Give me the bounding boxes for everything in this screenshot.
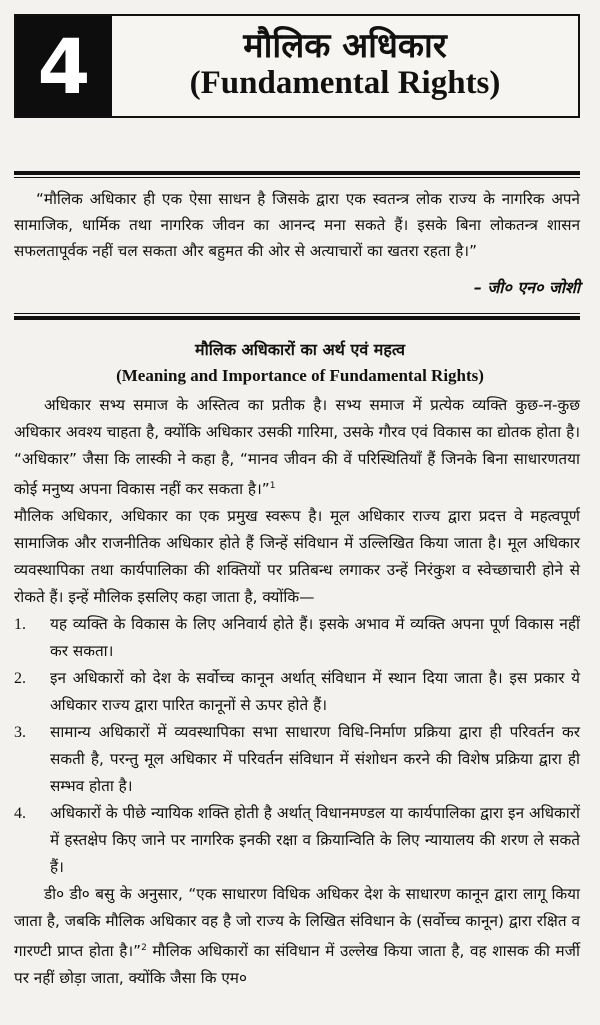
- bottom-rule-thick: [14, 316, 580, 320]
- chapter-title-english: (Fundamental Rights): [189, 64, 501, 101]
- body-text: [14, 392, 580, 992]
- list-item-text: सामान्य अधिकारों में व्यवस्थापिका सभा साधारण विधि-निर्माण प्रक्रिया द्वारा ही परिवर्तन कर सकती है, परन्तु मूल अधिकार में परिवर्तन संविधान में संशोधन करने की विशेष प्रक्रिया द्वारा ही सम्भव होता है।: [50, 723, 580, 796]
- paragraph-3-text: डी० डी० बसु के अनुसार, “एक साधारण विधिक अधिकर देश के साधारण कानून द्वारा लागू किया जाता है, जबकि मौलिक अधिकार वह है जो राज्य के लिखित संविधान के (सर्वोच्च कानून) द्वारा रक्षित व गारण्टी प्राप्त होता है।”: [14, 885, 580, 961]
- list-item-number: 1.: [14, 616, 26, 634]
- top-rule-thin: [14, 177, 580, 178]
- list-item: [14, 800, 580, 881]
- chapter-header: [14, 14, 580, 118]
- list-item-number: 4.: [14, 805, 26, 823]
- chapter-title-hindi: मौलिक अधिकार: [243, 26, 447, 67]
- list-item: [14, 665, 580, 719]
- list-item: [14, 719, 580, 800]
- paragraph-3-continued: मौलिक अधिकारों का संविधान में उल्लेख किया जाता है, वह शासक की मर्जी पर नहीं छोड़ा जाता, क्योंकि जैसा कि एम०: [14, 942, 580, 988]
- chapter-number: 4: [16, 16, 112, 116]
- list-item-number: 3.: [14, 724, 26, 742]
- footnote-ref-2: 2: [141, 943, 147, 954]
- list-item-text: अधिकारों के पीछे न्यायिक शक्ति होती है अर्थात् विधानमण्डल या कार्यपालिका द्वारा इन अधिकारों में हस्तक्षेप किए जाने पर नागरिक इनकी रक्षा व क्रियान्विति के लिए न्यायालय की शरण ले सकते हैं।: [50, 804, 580, 877]
- list-item-text: यह व्यक्ति के विकास के लिए अनिवार्य होते हैं। इसके अभाव में व्यक्ति अपना पूर्ण विकास नहीं कर सकता।: [50, 615, 580, 661]
- top-rule-thick: [14, 171, 580, 175]
- section-heading-hindi: मौलिक अधिकारों का अर्थ एवं महत्व: [195, 340, 405, 359]
- paragraph-1-text: अधिकार सभ्य समाज के अस्तित्व का प्रतीक है। सभ्य समाज में प्रत्येक व्यक्ति कुछ-न-कुछ अधिकार अवश्य चाहता है, क्योंकि अधिकार उसकी गारिमा, उसके गौरव एवं विकास का द्योतक होता है। “अधिकार” जैसा कि लास्की ने कहा है, “मानव जीवन की वें परिस्थितियाँ हैं जिनके बिना साधारणतया कोई मनुष्य अपना विकास नहीं कर सकता है।”: [14, 396, 580, 499]
- paragraph-2: मौलिक अधिकार, अधिकार का एक प्रमुख स्वरूप है। मूल अधिकार राज्य द्वारा प्रदत्त वे महत्वपूर्ण सामाजिक और राजनीतिक अधिकार होते हैं जिन्हें संविधान में उल्लिखित किया जाता है। मूल अधिकार व्यवस्थापिका तथा कार्यपालिका की शक्तियों पर प्रतिबन्ध लगाकर उन्हें निरंकुश व स्वेच्छाचारी होने से रोकते हैं। इन्हें मौलिक इसलिए कहा जाता है, क्योंकि—: [14, 507, 580, 607]
- footnote-ref-1: 1: [269, 481, 276, 491]
- reasons-list: [14, 611, 580, 881]
- list-item-number: 2.: [14, 670, 26, 688]
- quote-author: – जी० एन० जोशी: [473, 278, 580, 297]
- list-item: [14, 611, 580, 665]
- list-item-text: इन अधिकारों को देश के सर्वोच्च कानून अर्थात् संविधान में स्थान दिया जाता है। इस प्रकार ये अधिकार राज्य द्वारा पारित कानूनों से ऊपर होते हैं।: [50, 669, 580, 715]
- bottom-rule-thin: [14, 313, 580, 314]
- chapter-title: [112, 16, 578, 116]
- epigraph-quote: “मौलिक अधिकार ही एक ऐसा साधन है जिसके द्वारा एक स्वतन्त्र लोक राज्य के नागरिक अपने सामाजिक, धार्मिक तथा नागरिक जीवन का आनन्द मना सकते हैं। इसके बिना लोकतन्त्र शासन सफलतापूर्वक नहीं चल सकता और बहुमत की ओर से अत्याचारों का खतरा रहता है।”: [14, 190, 580, 260]
- paragraph-3: [14, 881, 580, 992]
- paragraph-1: [14, 392, 580, 503]
- section-heading-english: (Meaning and Importance of Fundamental Rights): [116, 366, 484, 385]
